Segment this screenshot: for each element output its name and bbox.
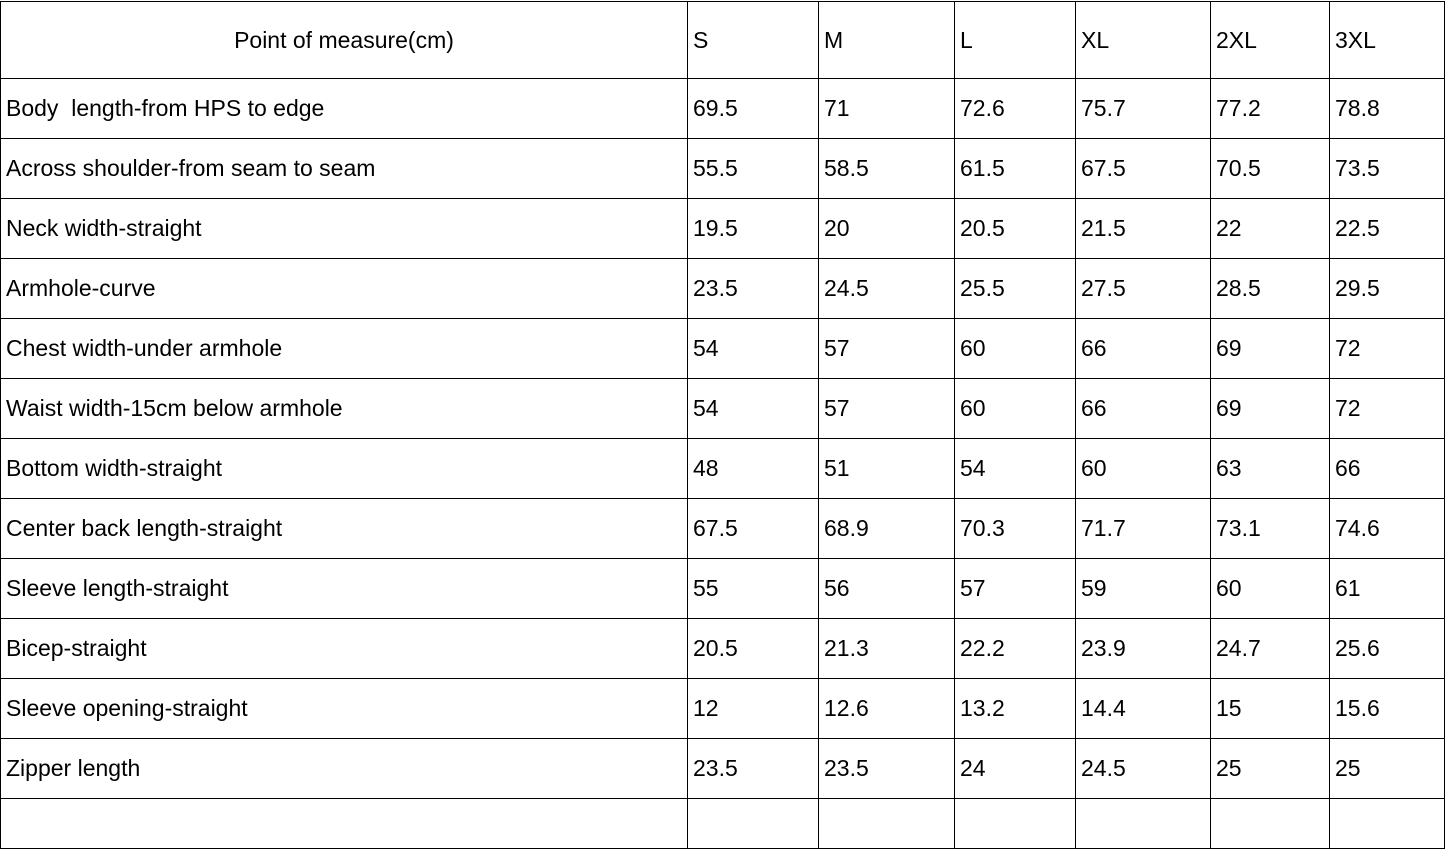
cell-value: 20: [819, 199, 955, 259]
cell-value: 24.5: [1076, 739, 1211, 799]
cell-value: 20.5: [955, 199, 1076, 259]
cell-value: 60: [955, 379, 1076, 439]
cell-value: 73.1: [1211, 499, 1330, 559]
header-size-l: L: [955, 2, 1076, 79]
cell-value: 72: [1330, 319, 1445, 379]
cell-value: 57: [819, 319, 955, 379]
empty-cell: [819, 799, 955, 849]
cell-value: 70.5: [1211, 139, 1330, 199]
cell-value: 14.4: [1076, 679, 1211, 739]
cell-value: 23.5: [688, 259, 819, 319]
cell-value: 74.6: [1330, 499, 1445, 559]
cell-value: 25: [1330, 739, 1445, 799]
cell-value: 60: [955, 319, 1076, 379]
cell-value: 66: [1076, 319, 1211, 379]
cell-value: 25: [1211, 739, 1330, 799]
cell-value: 23.5: [819, 739, 955, 799]
cell-value: 20.5: [688, 619, 819, 679]
table-row: [1, 499, 1445, 559]
cell-value: 71.7: [1076, 499, 1211, 559]
cell-value: 57: [819, 379, 955, 439]
cell-value: 77.2: [1211, 79, 1330, 139]
empty-cell: [1211, 799, 1330, 849]
cell-value: 60: [1211, 559, 1330, 619]
cell-value: 19.5: [688, 199, 819, 259]
table-row-empty: [1, 799, 1445, 849]
row-label: Center back length-straight: [1, 499, 688, 559]
cell-value: 25.5: [955, 259, 1076, 319]
cell-value: 55: [688, 559, 819, 619]
cell-value: 15: [1211, 679, 1330, 739]
row-label: Bicep-straight: [1, 619, 688, 679]
empty-cell: [1330, 799, 1445, 849]
header-size-m: M: [819, 2, 955, 79]
cell-value: 78.8: [1330, 79, 1445, 139]
cell-value: 68.9: [819, 499, 955, 559]
cell-value: 66: [1076, 379, 1211, 439]
table-row: [1, 619, 1445, 679]
cell-value: 24: [955, 739, 1076, 799]
table-row: [1, 79, 1445, 139]
row-label: Chest width-under armhole: [1, 319, 688, 379]
empty-cell: [955, 799, 1076, 849]
cell-value: 48: [688, 439, 819, 499]
cell-value: 21.5: [1076, 199, 1211, 259]
cell-value: 24.5: [819, 259, 955, 319]
table-row: [1, 319, 1445, 379]
cell-value: 63: [1211, 439, 1330, 499]
empty-cell: [688, 799, 819, 849]
cell-value: 70.3: [955, 499, 1076, 559]
header-size-xl: XL: [1076, 2, 1211, 79]
cell-value: 67.5: [688, 499, 819, 559]
table-row: [1, 199, 1445, 259]
cell-value: 57: [955, 559, 1076, 619]
cell-value: 71: [819, 79, 955, 139]
row-label: Across shoulder-from seam to seam: [1, 139, 688, 199]
row-label: Body length-from HPS to edge: [1, 79, 688, 139]
row-label: Sleeve opening-straight: [1, 679, 688, 739]
cell-value: 54: [688, 379, 819, 439]
size-chart-table: [0, 1, 1445, 849]
row-label: Waist width-15cm below armhole: [1, 379, 688, 439]
cell-value: 22.2: [955, 619, 1076, 679]
table-row: [1, 739, 1445, 799]
cell-value: 12.6: [819, 679, 955, 739]
cell-value: 27.5: [1076, 259, 1211, 319]
cell-value: 23.5: [688, 739, 819, 799]
cell-value: 22.5: [1330, 199, 1445, 259]
header-size-s: S: [688, 2, 819, 79]
cell-value: 59: [1076, 559, 1211, 619]
cell-value: 66: [1330, 439, 1445, 499]
cell-value: 60: [1076, 439, 1211, 499]
cell-value: 15.6: [1330, 679, 1445, 739]
row-label: Bottom width-straight: [1, 439, 688, 499]
cell-value: 23.9: [1076, 619, 1211, 679]
cell-value: 61: [1330, 559, 1445, 619]
table-row: [1, 139, 1445, 199]
cell-value: 72: [1330, 379, 1445, 439]
table-row: [1, 559, 1445, 619]
cell-value: 75.7: [1076, 79, 1211, 139]
row-label: Neck width-straight: [1, 199, 688, 259]
cell-value: 21.3: [819, 619, 955, 679]
empty-cell: [1076, 799, 1211, 849]
table-row: [1, 259, 1445, 319]
table-header-row: [1, 2, 1445, 79]
cell-value: 12: [688, 679, 819, 739]
cell-value: 24.7: [1211, 619, 1330, 679]
cell-value: 67.5: [1076, 139, 1211, 199]
cell-value: 51: [819, 439, 955, 499]
cell-value: 73.5: [1330, 139, 1445, 199]
empty-cell: [1, 799, 688, 849]
row-label: Zipper length: [1, 739, 688, 799]
cell-value: 69.5: [688, 79, 819, 139]
cell-value: 54: [955, 439, 1076, 499]
cell-value: 25.6: [1330, 619, 1445, 679]
row-label: Armhole-curve: [1, 259, 688, 319]
cell-value: 28.5: [1211, 259, 1330, 319]
cell-value: 69: [1211, 319, 1330, 379]
table-row: [1, 679, 1445, 739]
row-label: Sleeve length-straight: [1, 559, 688, 619]
cell-value: 22: [1211, 199, 1330, 259]
cell-value: 29.5: [1330, 259, 1445, 319]
cell-value: 54: [688, 319, 819, 379]
header-size-3xl: 3XL: [1330, 2, 1445, 79]
table-row: [1, 379, 1445, 439]
cell-value: 72.6: [955, 79, 1076, 139]
header-point-of-measure: Point of measure(cm): [1, 2, 688, 79]
header-size-2xl: 2XL: [1211, 2, 1330, 79]
cell-value: 69: [1211, 379, 1330, 439]
cell-value: 13.2: [955, 679, 1076, 739]
cell-value: 58.5: [819, 139, 955, 199]
cell-value: 61.5: [955, 139, 1076, 199]
cell-value: 55.5: [688, 139, 819, 199]
table-row: [1, 439, 1445, 499]
cell-value: 56: [819, 559, 955, 619]
